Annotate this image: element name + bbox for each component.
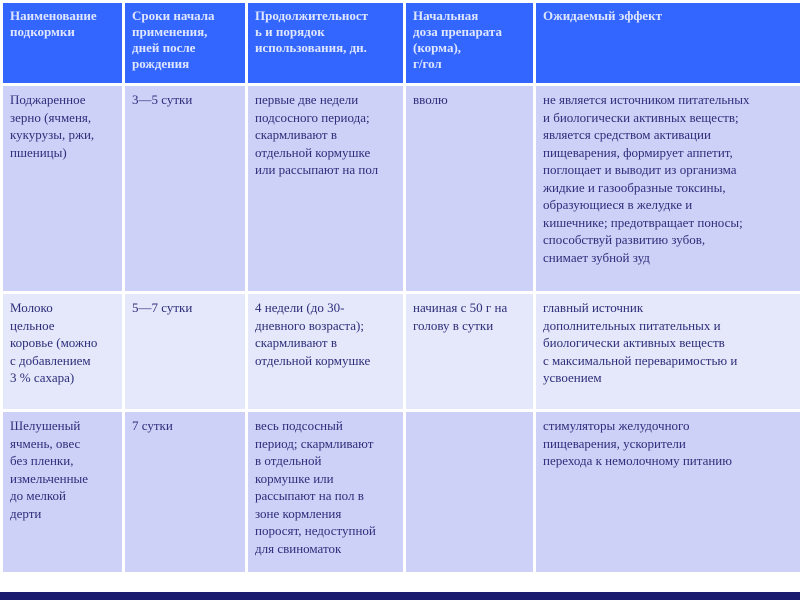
- slide-footer-bar: [0, 592, 800, 600]
- table-row: [2, 85, 800, 293]
- cell-duration: 4 недели (до 30- дневного возраста); скармливают в отдельной кормушке: [247, 293, 405, 411]
- header-initial-dose: Начальная доза препарата (корма), г/гол: [405, 2, 535, 85]
- header-duration: Продолжительност ь и порядок использования, дн.: [247, 2, 405, 85]
- table-row: [2, 411, 800, 574]
- cell-start-time: 7 сутки: [124, 411, 247, 574]
- cell-initial-dose: начиная с 50 г на голову в сутки: [405, 293, 535, 411]
- header-expected-effect: Ожидаемый эффект: [535, 2, 800, 85]
- cell-expected-effect: стимуляторы желудочного пищеварения, ускорители перехода к немолочному питанию: [535, 411, 800, 574]
- cell-start-time: 5—7 сутки: [124, 293, 247, 411]
- table-header-row: [2, 2, 800, 85]
- table-row: [2, 293, 800, 411]
- cell-expected-effect: главный источник дополнительных питательных и биологически активных веществ с максимальной переваримостью и усвоением: [535, 293, 800, 411]
- cell-duration: весь подсосный период; скармливают в отдельной кормушке или рассыпают на пол в зоне кормления поросят, недоступной для свиноматок: [247, 411, 405, 574]
- header-feed-name: Наименование подкормки: [2, 2, 124, 85]
- cell-feed-name: Поджаренное зерно (ячменя, кукурузы, ржи, пшеницы): [2, 85, 124, 293]
- cell-feed-name: Молоко цельное коровье (можно с добавлением 3 % сахара): [2, 293, 124, 411]
- cell-initial-dose: вволю: [405, 85, 535, 293]
- cell-duration: первые две недели подсосного периода; скармливают в отдельной кормушке или рассыпают на пол: [247, 85, 405, 293]
- header-start-time: Сроки начала применения, дней после рождения: [124, 2, 247, 85]
- cell-feed-name: Шелушеный ячмень, овес без пленки, измельченные до мелкой дерти: [2, 411, 124, 574]
- cell-expected-effect: не является источником питательных и биологически активных веществ; является средством активации пищеварения, формирует аппетит, поглощает и выводит из организма жидкие и газообразные токсины, образующиеся в желудке и кишечнике; предотвращает поносы; способствуй развитию зубов, снимает зубной зуд: [535, 85, 800, 293]
- cell-initial-dose: [405, 411, 535, 574]
- cell-start-time: 3—5 сутки: [124, 85, 247, 293]
